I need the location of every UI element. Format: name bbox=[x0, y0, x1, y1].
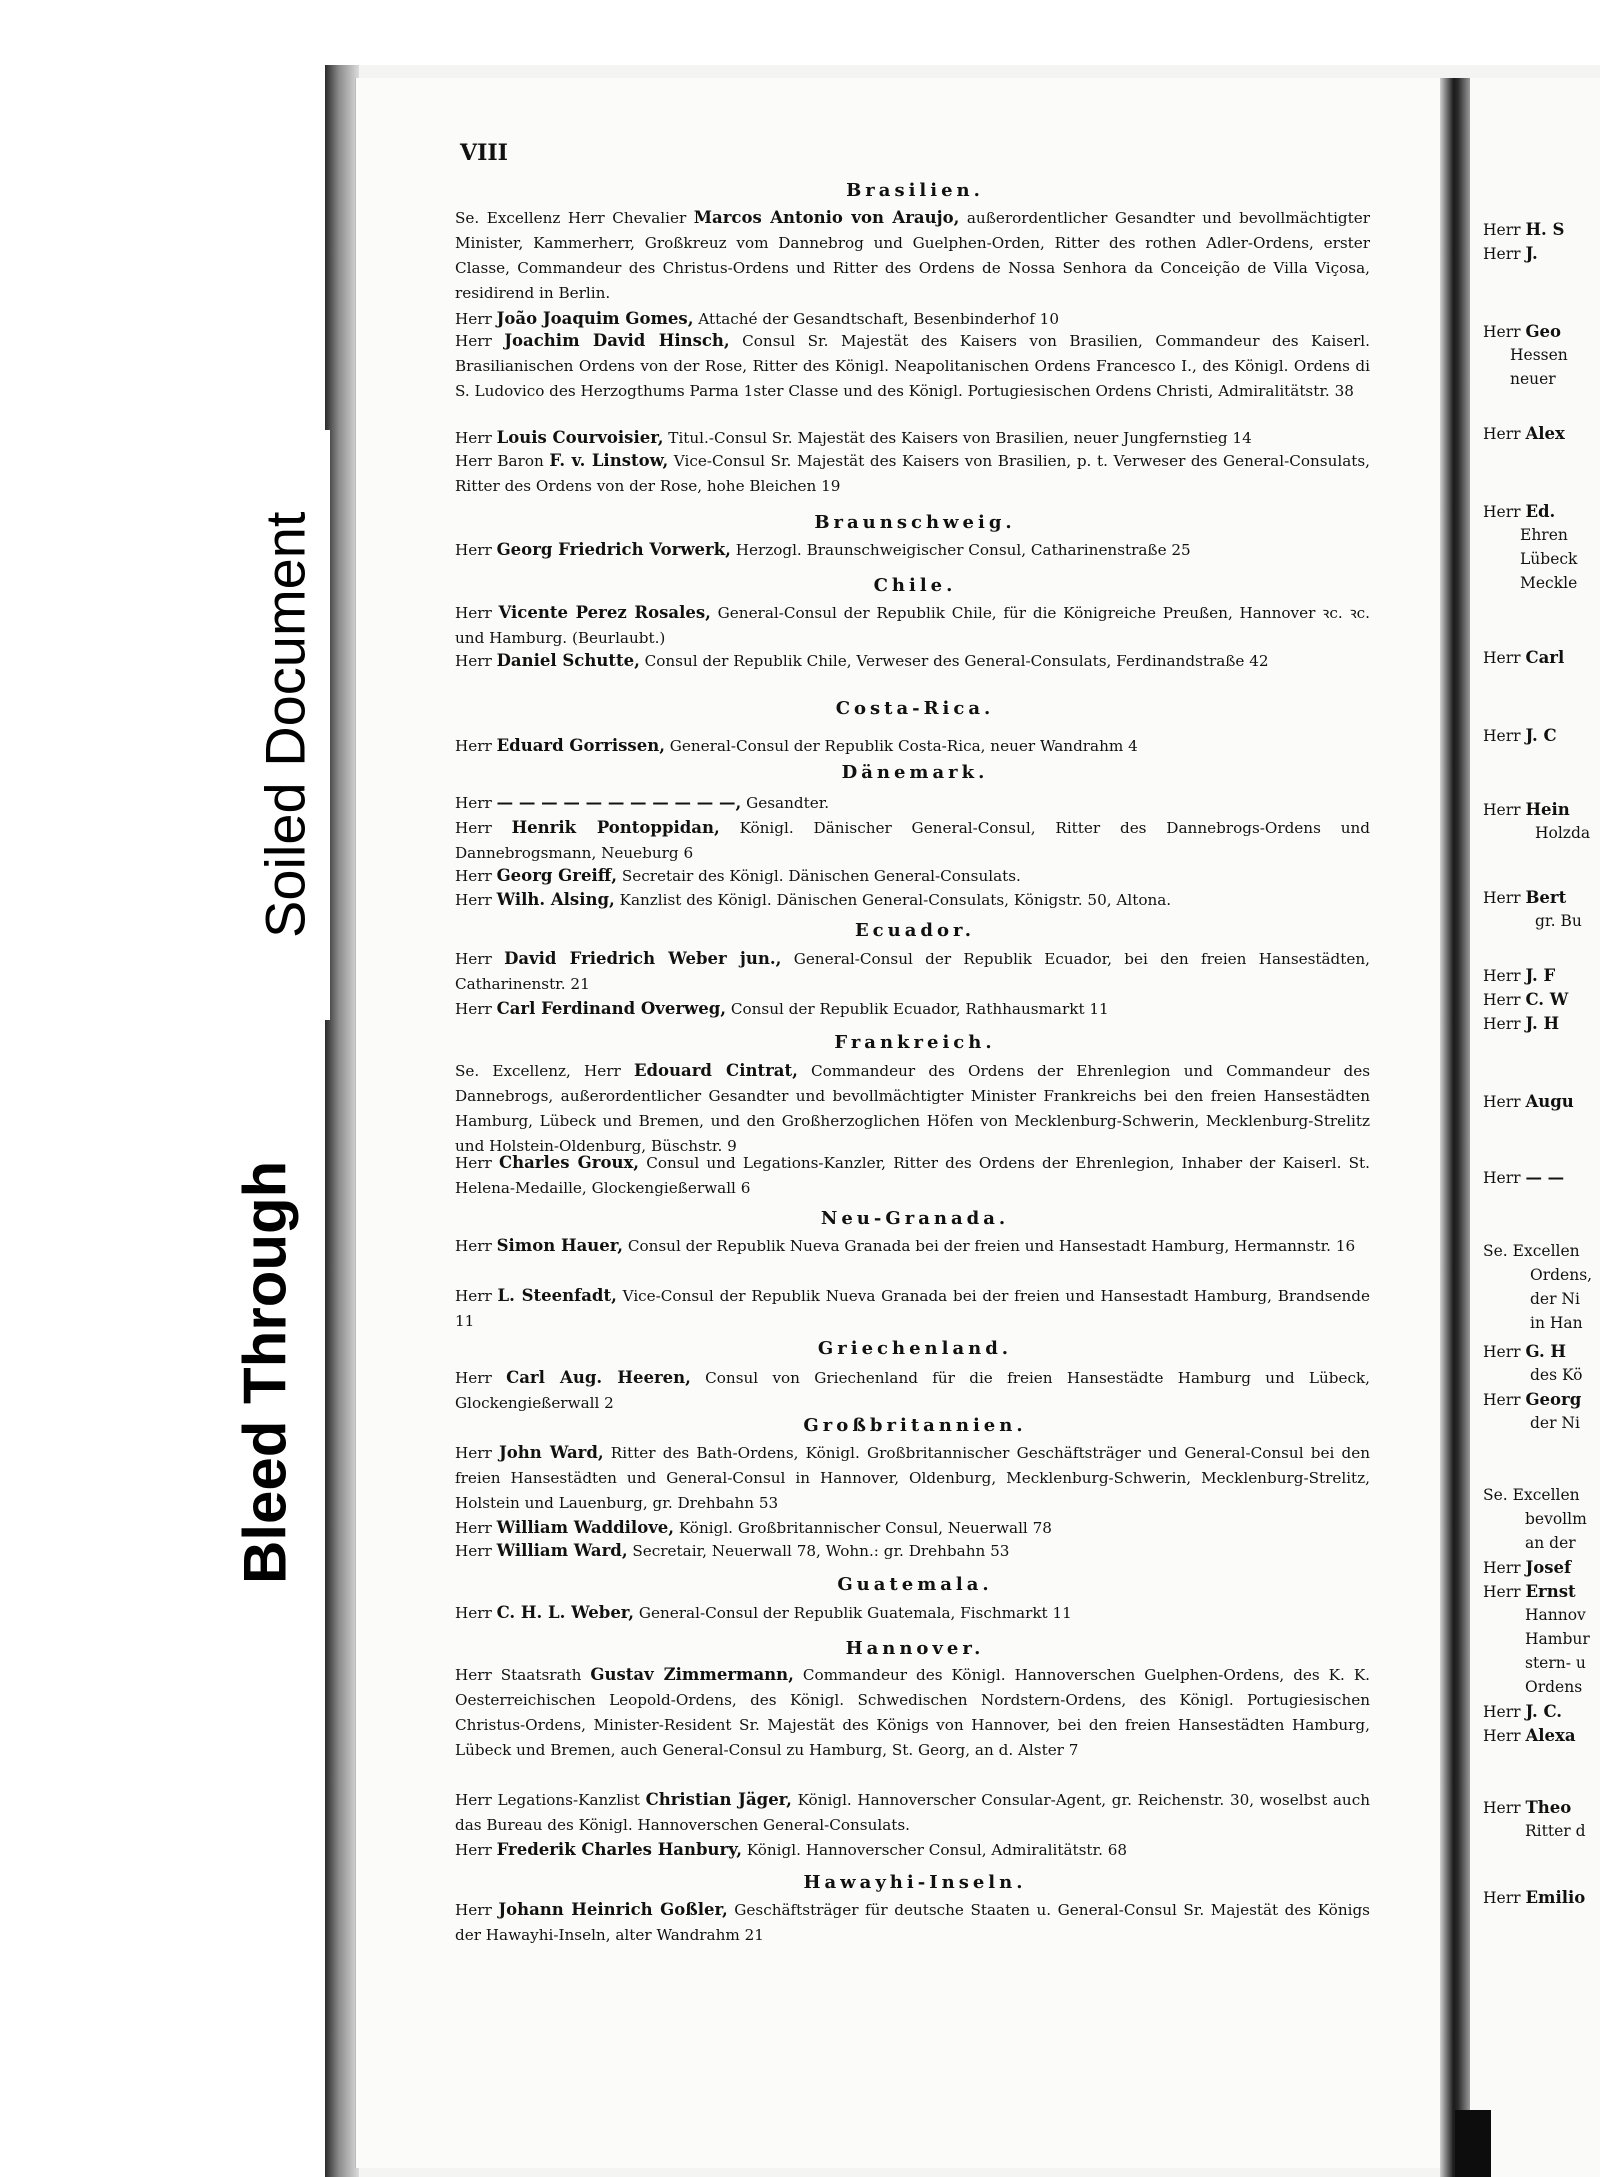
fragment-text: Meckle bbox=[1520, 574, 1578, 592]
entry-text: Consul von Griechenland für die freien Hansestädte Hamburg und Lübeck, Glockengießerwall 2 bbox=[455, 1369, 1370, 1412]
fragment-text: Holzda bbox=[1535, 824, 1591, 842]
entry-name: Georg Greiff, bbox=[496, 866, 618, 885]
entry-name: Edouard Cintrat, bbox=[633, 1061, 798, 1080]
entry-prefix: Herr bbox=[455, 794, 497, 812]
right-page-line bbox=[1483, 648, 1564, 667]
section-heading: Hannover. bbox=[845, 1638, 985, 1659]
directory-entry bbox=[455, 1538, 1370, 1564]
entry-prefix: Herr bbox=[455, 429, 497, 447]
fragment-prefix: Herr bbox=[1483, 1093, 1526, 1111]
fragment-name: J. C bbox=[1525, 726, 1557, 745]
fragment-text: in Han bbox=[1530, 1314, 1583, 1332]
entry-prefix: Herr bbox=[455, 1519, 497, 1537]
entry-name: Georg Friedrich Vorwerk, bbox=[496, 540, 731, 559]
fragment-text: der Ni bbox=[1530, 1414, 1580, 1432]
right-page-line bbox=[1483, 220, 1564, 239]
entry-text: Consul Sr. Majestät des Kaisers von Brasilien, Commandeur des Kaiserl. Brasilianischen Ordens von der Rose, Ritter des Königl. Neapolitanischen Ordens Francesco I., des Königl. Ordens di S. Ludovico des Herzogthums Parma 1ster Classe und des Königl. Portugiesischen Ordens Christi, Admiralitätstr. 38 bbox=[455, 332, 1370, 400]
right-page-line bbox=[1483, 990, 1568, 1009]
fragment-prefix: Herr bbox=[1483, 1889, 1526, 1907]
fragment-name: H. S bbox=[1525, 220, 1565, 239]
right-page-line bbox=[1525, 1510, 1587, 1528]
entry-text: Königl. Hannoverscher Consul, Admiralitätstr. 68 bbox=[741, 1841, 1128, 1859]
fragment-name: J. C. bbox=[1525, 1702, 1563, 1721]
right-page-line bbox=[1483, 1092, 1574, 1111]
entry-name: Henrik Pontoppidan, bbox=[511, 818, 720, 837]
section-heading: Frankreich. bbox=[834, 1032, 996, 1053]
right-page-line bbox=[1530, 1266, 1592, 1284]
fragment-name: Ernst bbox=[1525, 1582, 1576, 1601]
fragment-text: des Kö bbox=[1530, 1366, 1583, 1384]
right-page-line bbox=[1483, 966, 1555, 985]
right-page-line bbox=[1483, 1702, 1562, 1721]
entry-prefix: Herr bbox=[455, 1287, 498, 1305]
entry-name: Christian Jäger, bbox=[645, 1790, 792, 1809]
entry-text: Attaché der Gesandtschaft, Besenbinderhof 10 bbox=[693, 310, 1059, 328]
entry-prefix: Herr bbox=[455, 891, 497, 909]
right-page-line bbox=[1483, 1558, 1571, 1577]
entry-text: Vice-Consul Sr. Majestät des Kaisers von Brasilien, p. t. Verweser des General-Consulats, Ritter des Ordens von der Rose, hohe Bleichen 19 bbox=[455, 452, 1370, 495]
right-page-line bbox=[1510, 346, 1568, 364]
entry-prefix: Herr Baron bbox=[455, 452, 550, 470]
entry-text: Königl. Großbritannischer Consul, Neuerwall 78 bbox=[674, 1519, 1052, 1537]
entry-text: außerordentlicher Gesandter und bevollmächtigter Minister, Kammerherr, Großkreuz vom Dannebrog und Guelphen-Orden, Ritter des rothen Adler-Ordens, erster Classe, Commandeur des Christus-Ordens und Ritter des Ordens de Nossa Senhora da Conceição de Villa Viçosa, residirend in Berlin. bbox=[455, 209, 1371, 302]
entry-prefix: Herr bbox=[455, 950, 505, 968]
fragment-name: Carl bbox=[1525, 648, 1565, 667]
entry-prefix: Herr bbox=[455, 1369, 507, 1387]
directory-entry bbox=[455, 328, 1370, 404]
fragment-name: Georg bbox=[1525, 1390, 1582, 1409]
right-page-line bbox=[1483, 322, 1561, 341]
section-heading: Neu-Granada. bbox=[820, 1208, 1010, 1229]
entry-name: Joachim David Hinsch, bbox=[504, 331, 730, 350]
section-heading: Costa-Rica. bbox=[835, 698, 995, 719]
right-page-line bbox=[1525, 1654, 1586, 1672]
directory-entry bbox=[455, 1365, 1370, 1416]
directory-entry bbox=[455, 815, 1370, 866]
entry-text: Consul und Legations-Kanzler, Ritter des Ordens der Ehrenlegion, Inhaber der Kaiserl. St. Helena-Medaille, Glockengießerwall 6 bbox=[455, 1154, 1370, 1197]
right-page-line bbox=[1483, 800, 1570, 819]
fragment-prefix: Herr bbox=[1483, 1343, 1526, 1361]
section-heading: Guatemala. bbox=[837, 1574, 993, 1595]
right-page-line bbox=[1525, 1678, 1582, 1696]
directory-entry bbox=[455, 448, 1370, 499]
entry-name: Johann Heinrich Goßler, bbox=[498, 1900, 728, 1919]
right-page-line bbox=[1483, 1486, 1580, 1504]
entry-prefix: Herr bbox=[455, 1841, 497, 1859]
entry-text: Secretair des Königl. Dänischen General-Consulats. bbox=[617, 867, 1021, 885]
entry-text: Gesandter. bbox=[741, 794, 830, 812]
entry-prefix: Herr bbox=[455, 310, 497, 328]
entry-text: Herzogl. Braunschweigischer Consul, Catharinenstraße 25 bbox=[730, 541, 1191, 559]
entry-name: João Joaquim Gomes, bbox=[496, 309, 694, 328]
section-heading: Dänemark. bbox=[841, 762, 989, 783]
fragment-name: Theo bbox=[1525, 1798, 1572, 1817]
fragment-text: Ritter d bbox=[1525, 1822, 1586, 1840]
directory-entry bbox=[455, 790, 1370, 816]
fragment-prefix: Se. bbox=[1483, 1486, 1513, 1504]
entry-name: Louis Courvoisier, bbox=[496, 428, 664, 447]
directory-entry bbox=[455, 1233, 1370, 1259]
fragment-text: neuer bbox=[1510, 370, 1556, 388]
entry-prefix: Se. Excellenz, Herr bbox=[455, 1062, 634, 1080]
fragment-prefix: Herr bbox=[1483, 991, 1526, 1009]
entry-prefix: Herr bbox=[455, 737, 497, 755]
fragment-name: Emilio bbox=[1525, 1888, 1586, 1907]
right-page-line bbox=[1483, 1342, 1566, 1361]
right-page-line bbox=[1525, 1534, 1576, 1552]
entry-text: Consul der Republik Chile, Verweser des General-Consulats, Ferdinandstraße 42 bbox=[639, 652, 1269, 670]
directory-entry bbox=[455, 1837, 1370, 1863]
fragment-prefix: Se. bbox=[1483, 1242, 1513, 1260]
directory-entry bbox=[455, 1787, 1370, 1838]
fragment-text: Ordens, bbox=[1530, 1266, 1593, 1284]
entry-text: Vice-Consul der Republik Nueva Granada bei der freien und Hansestadt Hamburg, Brandsende 11 bbox=[455, 1287, 1370, 1330]
fragment-text: stern- u bbox=[1525, 1654, 1586, 1672]
right-page-line bbox=[1520, 574, 1577, 592]
fragment-name: G. H bbox=[1525, 1342, 1567, 1361]
entry-text: Consul der Republik Ecuador, Rathhausmarkt 11 bbox=[726, 1000, 1109, 1018]
directory-entry bbox=[455, 733, 1370, 759]
entry-name: — — — — — — — — — — —, bbox=[496, 793, 742, 812]
right-page-line bbox=[1483, 726, 1557, 745]
right-page-line bbox=[1483, 1168, 1564, 1187]
fragment-prefix: Herr bbox=[1483, 221, 1526, 239]
entry-text: Consul der Republik Nueva Granada bei der freien und Hansestadt Hamburg, Hermannstr. 16 bbox=[623, 1237, 1356, 1255]
entry-prefix: Se. Excellenz Herr Chevalier bbox=[455, 209, 694, 227]
entry-name: Daniel Schutte, bbox=[496, 651, 640, 670]
right-page-line bbox=[1483, 1390, 1581, 1409]
fragment-prefix: Herr bbox=[1483, 323, 1526, 341]
fragment-prefix: Herr bbox=[1483, 1559, 1526, 1577]
fragment-prefix: Herr bbox=[1483, 1727, 1526, 1745]
entry-prefix: Herr bbox=[455, 1444, 499, 1462]
fragment-text: an der bbox=[1525, 1534, 1576, 1552]
entry-name: Eduard Gorrissen, bbox=[496, 736, 665, 755]
fragment-name: Ed. bbox=[1525, 502, 1556, 521]
fragment-prefix: Herr bbox=[1483, 1391, 1526, 1409]
fragment-prefix: Herr bbox=[1483, 503, 1526, 521]
binding-edge bbox=[325, 65, 359, 2177]
right-page-line bbox=[1483, 502, 1555, 521]
entry-prefix: Herr bbox=[455, 541, 497, 559]
right-page-line bbox=[1530, 1366, 1582, 1384]
fragment-name: Hein bbox=[1525, 800, 1570, 819]
fragment-text: Hessen bbox=[1510, 346, 1568, 364]
directory-entry bbox=[455, 537, 1370, 563]
fragment-name: J. H bbox=[1525, 1014, 1560, 1033]
right-page-line bbox=[1483, 424, 1565, 443]
book-gutter bbox=[1440, 78, 1470, 2177]
entry-name: Simon Hauer, bbox=[496, 1236, 623, 1255]
right-page-line bbox=[1483, 888, 1566, 907]
entry-name: Carl Aug. Heeren, bbox=[506, 1368, 691, 1387]
entry-name: C. H. L. Weber, bbox=[496, 1603, 635, 1622]
entry-name: L. Steenfadt, bbox=[497, 1286, 617, 1305]
directory-entry bbox=[455, 887, 1370, 913]
fragment-prefix: Herr bbox=[1483, 801, 1526, 819]
fragment-name: — — bbox=[1525, 1168, 1565, 1187]
fragment-text: bevollm bbox=[1525, 1510, 1587, 1528]
right-page-line bbox=[1483, 1014, 1559, 1033]
entry-text: Secretair, Neuerwall 78, Wohn.: gr. Drehbahn 53 bbox=[627, 1542, 1010, 1560]
fragment-text: gr. Bu bbox=[1535, 912, 1582, 930]
entry-prefix: Herr bbox=[455, 332, 505, 350]
directory-entry bbox=[455, 946, 1370, 997]
section-heading: Brasilien. bbox=[846, 180, 984, 201]
fragment-prefix: Herr bbox=[1483, 727, 1526, 745]
directory-entry bbox=[455, 1283, 1370, 1334]
fragment-prefix: Herr bbox=[1483, 1583, 1526, 1601]
fragment-text: Ehren bbox=[1520, 526, 1568, 544]
entry-name: Marcos Antonio von Araujo, bbox=[693, 208, 960, 227]
right-page-line bbox=[1483, 1242, 1580, 1260]
fragment-name: C. W bbox=[1525, 990, 1569, 1009]
right-page-line bbox=[1525, 1606, 1586, 1624]
page-tab bbox=[1455, 2110, 1491, 2177]
right-page-line bbox=[1483, 1888, 1585, 1907]
fragment-prefix: Herr bbox=[1483, 245, 1526, 263]
entry-text: General-Consul der Republik Guatemala, Fischmarkt 11 bbox=[634, 1604, 1072, 1622]
fragment-text: Excellen bbox=[1512, 1486, 1580, 1504]
right-page-line bbox=[1530, 1314, 1583, 1332]
fragment-prefix: Herr bbox=[1483, 967, 1526, 985]
fragment-text: der Ni bbox=[1530, 1290, 1580, 1308]
fragment-text: Ordens bbox=[1525, 1678, 1583, 1696]
entry-text: Commandeur des Ordens der Ehrenlegion und Commandeur des Dannebrogs, außerordentlicher Gesandter und bevollmächtigter Minister Frankreichs bei den freien Hansestädten Hamburg, Lübeck und Bremen, und den Großherzoglichen Höfen von Mecklenburg-Schwerin, Mecklenburg-Strelitz und Holstein-Oldenburg, Büschstr. 9 bbox=[455, 1062, 1370, 1155]
section-heading: Braunschweig. bbox=[814, 512, 1016, 533]
entry-name: John Ward, bbox=[498, 1443, 604, 1462]
fragment-prefix: Herr bbox=[1483, 425, 1526, 443]
section-heading: Chile. bbox=[873, 575, 957, 596]
entry-prefix: Herr Legations-Kanzlist bbox=[455, 1791, 646, 1809]
entry-text: Königl. Hannoverscher Consular-Agent, gr. Reichenstr. 30, woselbst auch das Bureau des Königl. Hannoverschen General-Consulats. bbox=[455, 1791, 1370, 1834]
fragment-prefix: Herr bbox=[1483, 1015, 1526, 1033]
entry-name: Wilh. Alsing, bbox=[496, 890, 615, 909]
entry-name: Frederik Charles Hanbury, bbox=[496, 1840, 742, 1859]
fragment-prefix: Herr bbox=[1483, 1169, 1526, 1187]
fragment-name: Geo bbox=[1525, 322, 1562, 341]
fragment-prefix: Herr bbox=[1483, 889, 1526, 907]
directory-entry bbox=[455, 600, 1370, 651]
directory-entry bbox=[455, 1897, 1370, 1948]
section-heading: Griechenland. bbox=[817, 1338, 1013, 1359]
entry-text: Titul.-Consul Sr. Majestät des Kaisers von Brasilien, neuer Jungfernstieg 14 bbox=[663, 429, 1252, 447]
entry-prefix: Herr bbox=[455, 1901, 499, 1919]
entry-prefix: Herr bbox=[455, 604, 499, 622]
directory-entry bbox=[455, 1058, 1370, 1159]
fragment-name: Josef bbox=[1525, 1558, 1572, 1577]
directory-entry bbox=[455, 205, 1370, 306]
entry-name: Charles Groux, bbox=[498, 1153, 640, 1172]
soiled-document-label: Soiled Document bbox=[240, 430, 330, 1020]
entry-text: General-Consul der Republik Costa-Rica, neuer Wandrahm 4 bbox=[664, 737, 1138, 755]
right-page-line bbox=[1525, 1630, 1590, 1648]
fragment-name: Augu bbox=[1525, 1092, 1574, 1111]
fragment-text: Hannov bbox=[1525, 1606, 1586, 1624]
entry-name: William Ward, bbox=[496, 1541, 628, 1560]
entry-name: Gustav Zimmermann, bbox=[590, 1665, 794, 1684]
right-page bbox=[1470, 78, 1600, 2177]
entry-prefix: Herr bbox=[455, 1542, 497, 1560]
entry-name: F. v. Linstow, bbox=[549, 451, 669, 470]
entry-text: Kanzlist des Königl. Dänischen General-Consulats, Königstr. 50, Altona. bbox=[614, 891, 1172, 909]
entry-prefix: Herr bbox=[455, 1237, 497, 1255]
right-page-line bbox=[1520, 550, 1577, 568]
directory-entry bbox=[455, 996, 1370, 1022]
right-page-line bbox=[1530, 1290, 1580, 1308]
entry-prefix: Herr Staatsrath bbox=[455, 1666, 591, 1684]
directory-entry bbox=[455, 863, 1370, 889]
entry-text: Ritter des Bath-Ordens, Königl. Großbritannischer Geschäftsträger und General-Consul bei den freien Hansestädten und General-Consul in Hannover, Oldenburg, Mecklenburg-Schwerin, Mecklenburg-Strelitz, Holstein und Lauenburg, gr. Drehbahn 53 bbox=[455, 1444, 1370, 1512]
directory-entry bbox=[455, 1150, 1370, 1201]
right-page-line bbox=[1483, 244, 1538, 263]
section-heading: Ecuador. bbox=[854, 920, 976, 941]
right-page-line bbox=[1535, 912, 1582, 930]
directory-entry bbox=[455, 1662, 1370, 1763]
fragment-name: J. bbox=[1525, 244, 1538, 263]
bleed-through-label: Bleed Through bbox=[205, 1085, 325, 1660]
page-number: VIII bbox=[460, 140, 508, 166]
right-page-line bbox=[1520, 526, 1568, 544]
fragment-name: Alexa bbox=[1525, 1726, 1576, 1745]
entry-text: Königl. Dänischer General-Consul, Ritter des Dannebrogs-Ordens und Dannebrogsmann, Neueburg 6 bbox=[455, 819, 1370, 862]
directory-entry bbox=[455, 1600, 1370, 1626]
entry-prefix: Herr bbox=[455, 1000, 497, 1018]
entry-prefix: Herr bbox=[455, 867, 497, 885]
right-page-line bbox=[1483, 1582, 1576, 1601]
fragment-text: Hambur bbox=[1525, 1630, 1590, 1648]
fragment-name: Alex bbox=[1525, 424, 1565, 443]
entry-prefix: Herr bbox=[455, 1604, 497, 1622]
right-page-line bbox=[1535, 824, 1590, 842]
entry-text: General-Consul der Republik Ecuador, bei den freien Hansestädten, Catharinenstr. 21 bbox=[455, 950, 1370, 993]
fragment-text: Excellen bbox=[1512, 1242, 1580, 1260]
entry-text: Geschäftsträger für deutsche Staaten u. General-Consul Sr. Majestät des Königs der Hawayhi-Inseln, alter Wandrahm 21 bbox=[455, 1901, 1370, 1944]
directory-entry bbox=[455, 648, 1370, 674]
entry-name: Vicente Perez Rosales, bbox=[498, 603, 711, 622]
entry-prefix: Herr bbox=[455, 652, 497, 670]
fragment-prefix: Herr bbox=[1483, 1703, 1526, 1721]
right-page-line bbox=[1483, 1726, 1576, 1745]
entry-prefix: Herr bbox=[455, 1154, 499, 1172]
entry-prefix: Herr bbox=[455, 819, 512, 837]
section-heading: Hawayhi-Inseln. bbox=[803, 1872, 1027, 1893]
fragment-prefix: Herr bbox=[1483, 649, 1526, 667]
fragment-text: Lübeck bbox=[1520, 550, 1578, 568]
fragment-name: Bert bbox=[1525, 888, 1567, 907]
entry-text: Commandeur des Königl. Hannoverschen Guelphen-Ordens, des K. K. Oesterreichischen Leopold-Ordens, des Königl. Schwedischen Nordstern-Ordens, des Königl. Portugiesischen Christus-Ordens, Minister-Resident Sr. Majestät des Königs von Hannover, bei den freien Hansestädten Hamburg, Lübeck und Bremen, auch General-Consul zu Hamburg, St. Georg, an d. Alster 7 bbox=[455, 1666, 1370, 1759]
right-page-line bbox=[1525, 1822, 1586, 1840]
right-page-line bbox=[1510, 370, 1556, 388]
directory-entry bbox=[455, 1440, 1370, 1516]
entry-name: David Friedrich Weber jun., bbox=[504, 949, 782, 968]
entry-name: William Waddilove, bbox=[496, 1518, 675, 1537]
section-heading: Großbritannien. bbox=[803, 1415, 1027, 1436]
fragment-prefix: Herr bbox=[1483, 1799, 1526, 1817]
entry-text: General-Consul der Republik Chile, für die Königreiche Preußen, Hannover ꝛc. ꝛc. und Hamburg. (Beurlaubt.) bbox=[455, 604, 1370, 647]
entry-name: Carl Ferdinand Overweg, bbox=[496, 999, 727, 1018]
fragment-name: J. F bbox=[1525, 966, 1556, 985]
right-page-line bbox=[1530, 1414, 1580, 1432]
right-page-line bbox=[1483, 1798, 1571, 1817]
